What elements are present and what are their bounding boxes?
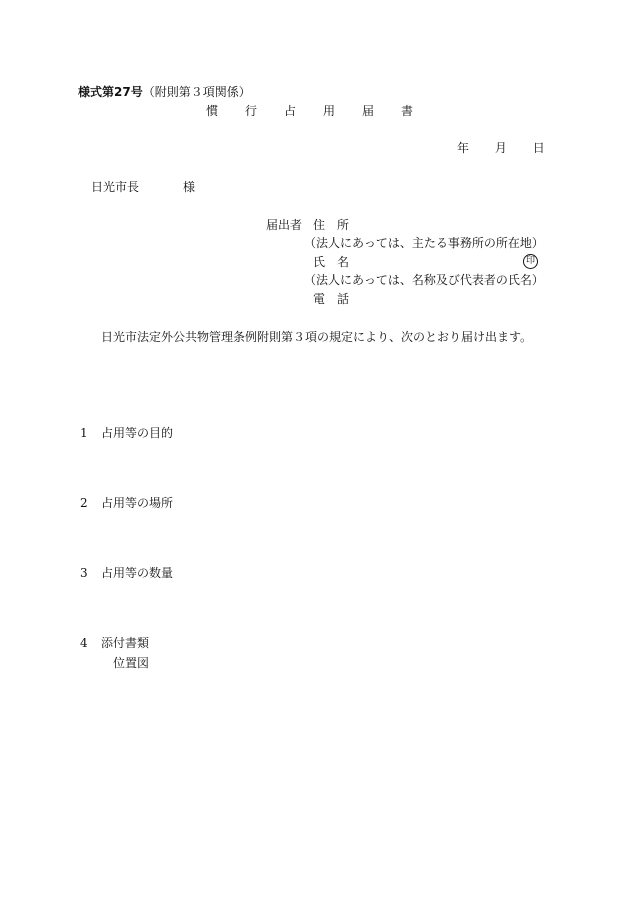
item-3-label: 占用等の数量 [101, 566, 174, 580]
document-title: 慣行占用届書 [206, 104, 441, 118]
item-1-number: 1 [80, 426, 88, 440]
item-4-label: 添付書類 [101, 636, 150, 650]
item-2-number: 2 [80, 496, 88, 510]
form-number: 様式第27号 [78, 85, 143, 99]
submitter-label: 届出者 [266, 218, 303, 232]
item-4-attachment: 位置図 [113, 656, 150, 670]
addressee-name: 日光市長 [91, 180, 140, 194]
address-label: 住 所 [313, 218, 350, 232]
form-relation: （附則第３項関係） [142, 85, 251, 99]
date-month: 月 [494, 141, 507, 155]
date-year: 年 [457, 141, 470, 155]
name-note: （法人にあっては、名称及び代表者の氏名） [304, 273, 544, 287]
date-day: 日 [532, 141, 545, 155]
item-3-number: 3 [80, 566, 88, 580]
seal-mark: 印 [523, 254, 538, 269]
item-1-label: 占用等の目的 [101, 426, 174, 440]
name-label: 氏 名 [313, 255, 350, 269]
item-4-number: 4 [80, 636, 88, 650]
form-header [78, 85, 251, 99]
item-2-label: 占用等の場所 [101, 496, 174, 510]
body-text: 日光市法定外公共物管理条例附則第３項の規定により、次のとおり届け出ます。 [101, 330, 533, 344]
addressee-honorific: 様 [183, 180, 196, 194]
address-note: （法人にあっては、主たる事務所の所在地） [304, 236, 544, 250]
date-line [457, 141, 545, 155]
phone-label: 電 話 [313, 292, 350, 306]
